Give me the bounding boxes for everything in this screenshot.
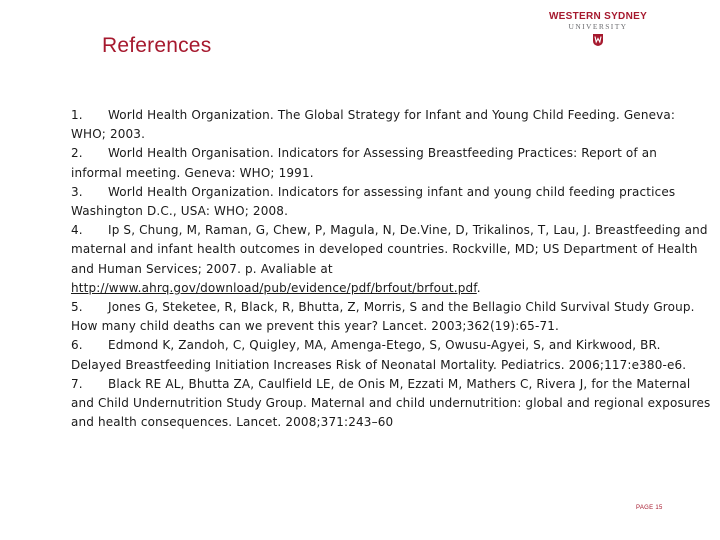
reference-text: Ip S, Chung, M, Raman, G, Chew, P, Magula, N, De.Vine, D, Trikalinos, T, Lau, J. Breastfeeding and maternal and infant health outcomes in developed countries. Rockville, MD; US Department of Health and Human Services; 2007. p. Avaliable at xyxy=(71,223,708,276)
reference-item-4 xyxy=(71,221,711,298)
reference-number: 4. xyxy=(71,223,83,238)
reference-number: 1. xyxy=(71,108,83,122)
reference-text: Black RE AL, Bhutta ZA, Caulfield LE, de Onis M, Ezzati M, Mathers C, Rivera J, for the Maternal and Child Undernutrition Study Group. Maternal and child undernutrition: global and regional exposures and health consequences. Lancet. 2008;371:243–60 xyxy=(71,376,711,430)
reference-link[interactable]: http://www.ahrq.gov/download/pub/evidence/pdf/brfout/brfout.pdf xyxy=(71,280,477,295)
reference-text: World Health Organisation. Indicators for Assessing Breastfeeding Practices: Report of an informal meeting. Geneva: WHO; 1991. xyxy=(71,146,657,180)
page-title: References xyxy=(102,34,212,57)
reference-text: Jones G, Steketee, R, Black, R, Bhutta, Z, Morris, S and the Bellagio Child Survival Study Group. How many child deaths can we prevent this year? Lancet. 2003;362(19):65-71. xyxy=(71,300,695,334)
reference-text: Edmond K, Zandoh, C, Quigley, MA, Amenga-Etego, S, Owusu-Agyei, S, and Kirkwood, BR. Delayed Breastfeeding Initiation Increases Risk of Neonatal Mortality. Pediatrics. 2006;117:e380-e6. xyxy=(71,338,687,372)
reference-number: 2. xyxy=(71,146,83,161)
university-crest-icon xyxy=(593,34,603,46)
reference-item-3 xyxy=(71,183,711,221)
logo-wordmark-line2: UNIVERSITY xyxy=(568,22,628,31)
logo-wordmark-line1: WESTERN SYDNEY xyxy=(548,11,648,22)
reference-number: 5. xyxy=(71,300,83,315)
reference-item-5 xyxy=(71,298,711,336)
reference-number: 3. xyxy=(71,184,83,199)
reference-item-1 xyxy=(71,106,711,144)
page-number: PAGE 15 xyxy=(636,505,663,511)
reference-number: 7. xyxy=(71,376,83,391)
reference-number: 6. xyxy=(71,338,83,353)
university-logo xyxy=(548,11,648,46)
reference-item-2 xyxy=(71,144,711,182)
reference-item-6 xyxy=(71,336,711,374)
reference-text-end: . xyxy=(476,280,481,295)
reference-item-7 xyxy=(71,375,711,433)
reference-text: World Health Organization. Indicators for assessing infant and young child feeding practices Washington D.C., USA: WHO; 2008. xyxy=(71,184,676,219)
reference-text: World Health Organization. The Global Strategy for Infant and Young Child Feeding. Geneva: WHO; 2003. xyxy=(71,108,676,142)
reference-list xyxy=(71,106,711,432)
